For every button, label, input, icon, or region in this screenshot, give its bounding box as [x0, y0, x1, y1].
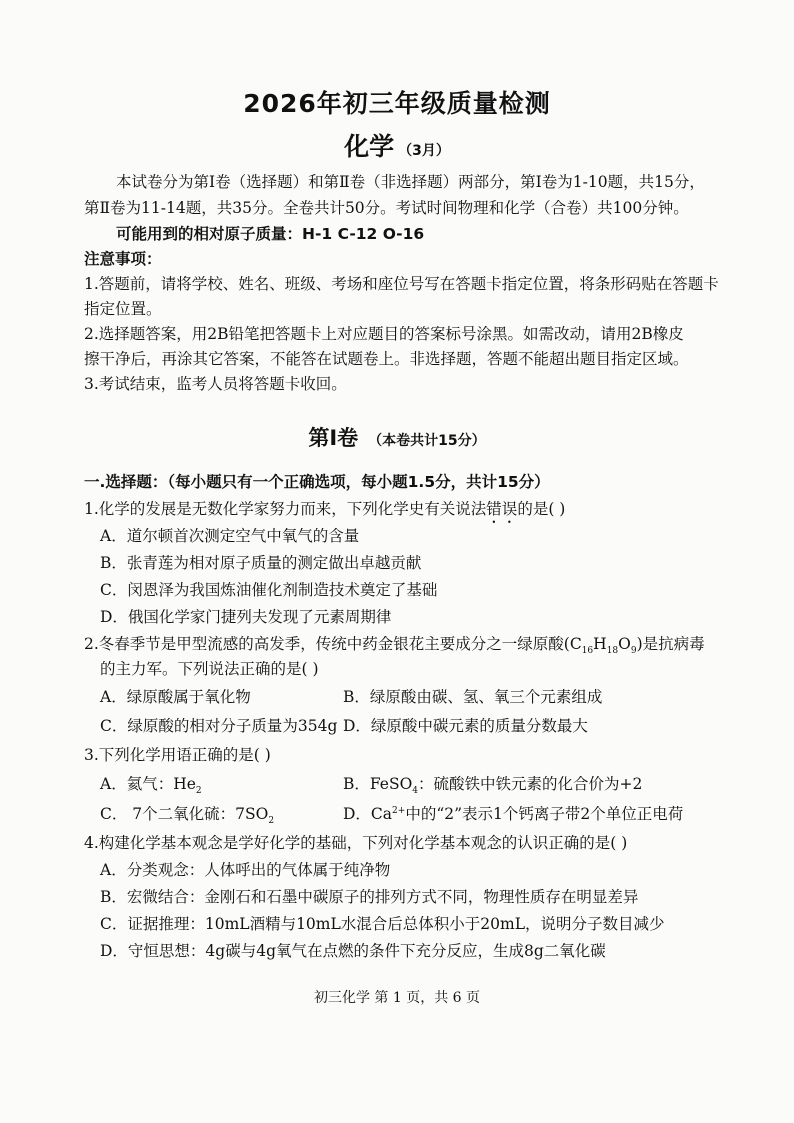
q1-option-d: D．俄国化学家门捷列夫发现了元素周期律 [100, 608, 392, 626]
q2-option-b: B．绿原酸由碳、氢、氧三个元素组成 [343, 688, 603, 706]
q2-option-a: A．绿原酸属于氧化物 [100, 688, 251, 706]
q4-option-b: B．宏微结合：金刚石和石墨中碳原子的排列方式不同，物理性质存在明显差异 [100, 888, 639, 906]
q3-option-b [343, 772, 642, 796]
q1-stem-post: 的是( ) [517, 500, 566, 518]
q3-b-post: ：硫酸铁中铁元素的化合价为+2 [418, 775, 643, 793]
note-1a: 1.答题前，请将学校、姓名、班级、考场和座位号写在答题卡指定位置，将条形码贴在答题卡 [84, 275, 719, 293]
q2-option-c: C．绿原酸的相对分子质量为354g [100, 717, 338, 735]
q1-stem-pre: 1.化学的发展是无数化学家努力而来，下列化学史有关说法 [84, 500, 487, 518]
q3-a-text: A．氦气：He [100, 775, 196, 793]
subject-month: （3月） [398, 143, 450, 159]
note-2b: 擦干净后，再涂其它答案，不能答在试题卷上。非选择题，答题不能超出题目指定区域。 [84, 350, 689, 368]
q3-a-sub: 2 [195, 786, 202, 797]
q3-c-sub: 2 [268, 816, 275, 827]
q1-option-a: A．道尔顿首次测定空气中氧气的含量 [100, 527, 360, 545]
q4-option-a: A．分类观念：人体呼出的气体属于纯净物 [100, 861, 391, 879]
atomic-mass-line: 可能用到的相对原子质量：H-1 C-12 O-16 [116, 225, 425, 243]
subject-title [0, 127, 794, 163]
note-3: 3.考试结束，监考人员将答题卡收回。 [84, 375, 347, 393]
q3-d-sup: 2+ [392, 805, 406, 816]
q3-stem: 3.下列化学用语正确的是( ) [84, 746, 271, 764]
q3-b-text: B．FeSO [343, 775, 413, 793]
note-1b: 指定位置。 [84, 300, 162, 318]
q3-option-c [100, 802, 274, 826]
intro-line-2: 第Ⅱ卷为11-14题，共35分。全卷共计50分。考试时间物理和化学（合卷）共100分钟。 [84, 199, 689, 217]
part-heading: 一.选择题：（每小题只有一个正确选项，每小题1.5分，共计15分） [84, 473, 550, 491]
q2-stem1-post: )是抗病毒 [636, 635, 705, 653]
note-2a: 2.选择题答案，用2B铅笔把答题卡上对应题目的答案标号涂黑。如需改动，请用2B橡皮 [84, 325, 684, 343]
q3-c-text: C． 7个二氧化硫：7SO [100, 805, 269, 823]
q4-option-c: C．证据推理：10mL酒精与10mL水混合后总体积小于20mL，说明分子数目减少 [100, 915, 665, 933]
section-title [0, 422, 794, 452]
q2-formula-h-label: H [593, 635, 607, 653]
intro-line-1: 本试卷分为第Ⅰ卷（选择题）和第Ⅱ卷（非选择题）两部分，第Ⅰ卷为1-10题，共15分， [116, 173, 705, 191]
q2-stem-2: 的主力军。下列说法正确的是( ) [100, 660, 319, 678]
q4-stem: 4.构建化学基本观念是学好化学的基础，下列对化学基本观念的认识正确的是( ) [84, 834, 628, 852]
q3-option-a [100, 772, 202, 796]
q2-formula-c: 16 [581, 646, 594, 657]
q3-b-sub: 4 [412, 786, 419, 797]
q3-d-post: 中的“2”表示1个钙离子带2个单位正电荷 [405, 805, 684, 823]
subject-name: 化学 [344, 132, 395, 161]
q2-formula-o-label: O [618, 635, 631, 653]
q2-stem-1 [84, 632, 705, 656]
q1-option-c: C．闵恩泽为我国炼油催化剂制造技术奠定了基础 [100, 581, 438, 599]
exam-title: 2026年初三年级质量检测 [243, 89, 551, 118]
q4-option-d: D．守恒思想：4g碳与4g氧气在点燃的条件下充分反应，生成8g二氧化碳 [100, 942, 606, 960]
q3-d-text: D．Ca [343, 805, 393, 823]
q1-stem [84, 497, 565, 527]
q1-stem-emphasis: 错误 [486, 500, 518, 518]
page-footer: 初三化学 第 1 页，共 6 页 [313, 990, 481, 1006]
q3-option-d [343, 802, 683, 824]
section-name: 第Ⅰ卷 [308, 426, 359, 450]
q1-option-b: B．张青莲为相对原子质量的测定做出卓越贡献 [100, 554, 422, 572]
q2-formula-h: 18 [606, 646, 619, 657]
q2-formula-o: 9 [630, 646, 637, 657]
section-note: （本卷共计15分） [368, 433, 486, 449]
notes-heading: 注意事项： [84, 250, 162, 268]
q2-option-d: D．绿原酸中碳元素的质量分数最大 [343, 717, 588, 735]
q2-stem1-pre: 2.冬春季节是甲型流感的高发季，传统中药金银花主要成分之一绿原酸(C [84, 635, 582, 653]
